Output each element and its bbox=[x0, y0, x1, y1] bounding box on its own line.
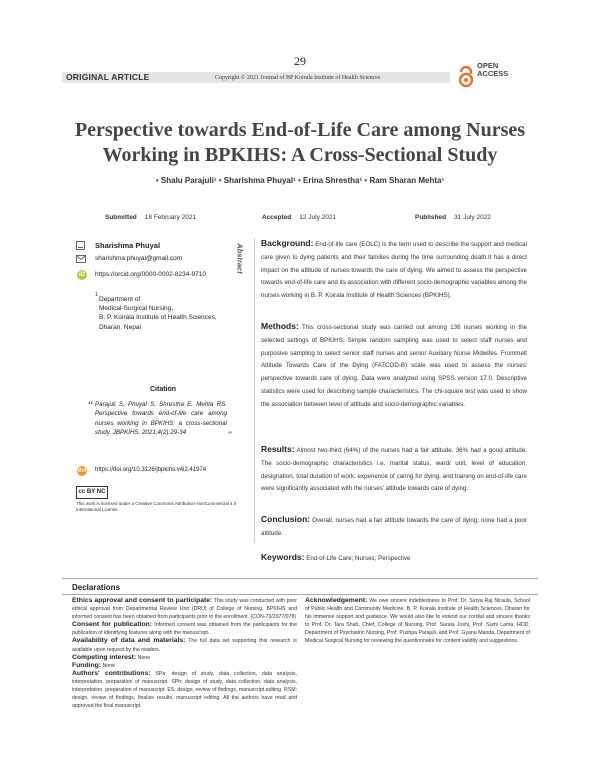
open-access-line-2: ACCESS bbox=[477, 69, 509, 78]
article-title bbox=[40, 118, 560, 168]
author-email[interactable]: sharishma.phuyal@gmail.com bbox=[95, 255, 183, 262]
title-line-1: Perspective towards End-of-Life Care among Nurses bbox=[74, 119, 526, 141]
quote-close-icon: ” bbox=[228, 430, 232, 440]
corresponding-author: Sharishma Phuyal bbox=[95, 241, 161, 250]
copyright-notice: Copyright © 2021 Journal of BP Koirala Institute of Health Sciences bbox=[215, 75, 381, 81]
declarations-heading: Declarations bbox=[72, 583, 121, 592]
ethics-statement: Ethics approval and consent to participate: This study was conducted with prior ethical approval from Departmental Review Unit (DRU) of College of Nursing, BPKIHS and informed consent has been obtained from participants prior to the enrollment. (CON-73/2077/078) bbox=[72, 597, 297, 621]
availability-statement: Availability of data and materials: The full data set supporting this research is available upon request by the readers. bbox=[72, 637, 297, 653]
email-icon bbox=[76, 255, 86, 263]
declarations-right-column bbox=[305, 597, 530, 646]
affiliation: Department of Medical-Surgical Nursing, B. P. Koirala Institute of Health Sciences, Dharan, Nepal bbox=[99, 296, 217, 331]
license-text: This work is licensed under a Creative Commons Attribution-NonCommercial 4.0 International License. bbox=[76, 501, 237, 512]
author-1: Shalu Parajuli¹ bbox=[160, 176, 217, 185]
declarations-rule-top bbox=[62, 578, 538, 579]
keywords: Keywords: End-of-Life Care; Nurses; Perspective bbox=[261, 552, 411, 562]
article-type: ORIGINAL ARTICLE bbox=[66, 72, 150, 82]
competing-statement: Competing interest: None bbox=[72, 653, 151, 661]
abstract-side-label: Abstract bbox=[235, 243, 245, 274]
cc-license-badge[interactable]: cc BY NC bbox=[76, 486, 108, 499]
doi-icon: doi bbox=[77, 468, 87, 474]
person-icon bbox=[76, 241, 85, 250]
declarations-rule bbox=[62, 594, 538, 595]
author-4: Ram Sharan Mehta¹ bbox=[369, 176, 445, 185]
author-list: • Shalu Parajuli¹ • Sharishma Phuyal¹ • Erina Shrestha¹ • Ram Sharan Mehta¹ bbox=[155, 176, 445, 185]
quote-open-icon: “ bbox=[88, 398, 94, 412]
submitted-date: Submitted 18 February 2021 bbox=[105, 214, 197, 221]
citation-text: Parajuli S, Phuyal S, Shrestha E, Mehta RS. Perspective towards end-of-life care among nurses working in BPKIHS: a cross-sectional study. JBPKIHS. 2021;4(2):29-34 bbox=[95, 401, 227, 436]
affiliation-number: 1 bbox=[95, 292, 98, 298]
citation-heading: Citation bbox=[150, 386, 177, 393]
open-access-label bbox=[477, 62, 508, 78]
funding-statement: Funding: None bbox=[72, 661, 115, 669]
doi-link[interactable]: https://doi.org/10.3126/jbpkihs.v4i2.41974 bbox=[95, 467, 207, 473]
orcid-link[interactable]: https://orcid.org/0000-0002-8234-9710 bbox=[95, 271, 206, 278]
published-date: Published 31 July 2022 bbox=[415, 214, 491, 221]
title-line-2: Working in BPKIHS: A Cross-Sectional Study bbox=[102, 144, 498, 166]
abstract-background: Background: End-of-life care (EOLC) is the term used to describe the support and medical care given to dying patients and their families during the time surrounding death.It has a direct impact on the attitude of nurses towards the care of dying. We aimed to assess the perspective towards end-of-life care and its association with different socio-demographic variables among the nurses working in B. P. Koirala Institute of Health Sciences (BPKIHS). bbox=[261, 238, 527, 300]
abstract-divider bbox=[254, 238, 255, 543]
abstract-conclusion: Conclusion: Overall, nurses had a fair attitude towards the care of dying; none had a poor attitude. bbox=[261, 514, 527, 537]
declarations-left-column bbox=[72, 597, 297, 710]
accepted-date: Accepted 12 July 2021 bbox=[262, 214, 337, 221]
author-2: Sharishma Phuyal¹ bbox=[223, 176, 296, 185]
orcid-icon: iD bbox=[79, 272, 85, 278]
contributions-statement: Authors' contributions: SPa: design of study, data collection, data analysis, interpretation, preparation of manuscript. SPh: design of study, data collection, data analysis, interpretation, preparation of manuscript. ES: design, review of findings, manuscript editing. RSM: design, review of findings, finalize results, manuscript editing. All the authors have read and approved the final manuscript. bbox=[72, 669, 297, 710]
acknowledgement-statement: Acknowledgement: We owe sincere indebtedness to Prof. Dr. Surya Raj Niraula, School of Public Health and Community Medicine, B. P. Koirala Institute of Health Sciences, Dharan for his immense support and guidance. We would also like to extend our cordial and sincere thanks to Prof. Dr. Tara Shah, Chief, College of Nursing, Prof. Sarala Joshi, Prof. Sumi Lama, HOD, Department of Psychiatric Nursing, Prof. Pushpa Parajuli, and Prof. Gyanu Manda, Department of Medical Surgical Nursing for reviewing the questionnaire for content validity and suggestions. bbox=[305, 597, 530, 645]
open-access-line-1: OPEN bbox=[477, 61, 499, 70]
consent-statement: Consent for publication: Informed consent was obtained from the participants for the publication of identifying features along with the manuscript. bbox=[72, 621, 297, 637]
page-number: 29 bbox=[294, 54, 306, 68]
abstract-methods: Methods: This cross-sectional study was carried out among 136 nurses working in the selected settings of BPKIHS. Simple random sampling was used to select staff nurses and purposive sampling to select senior staff nurses and senior Auxiliary Nurse Midwifes. Frommelt Attitude Towards Care of the Dying (FATCOD-B) scale was used to assess the nurses' perspective towards care of dying. Data were analyzed using SPSS version 17.0. Descriptive statistics were used for describing sample characteristics. The chi-square test was used to show the association between level of attitude and socio-demographic variables. bbox=[261, 321, 527, 408]
abstract-results: Results: Almost two-third (64%) of the nurses had a fair attitude, 36% had a good attitude. The socio-demographic characteristics i.e. marital status, ward/ unit, level of education, designation, total duration of work, experience of caring for dying, and training on end-of-life care were significantly associated with the nurses' attitude towards care of dying. bbox=[261, 444, 527, 493]
author-3: Erina Shrestha¹ bbox=[303, 176, 363, 185]
